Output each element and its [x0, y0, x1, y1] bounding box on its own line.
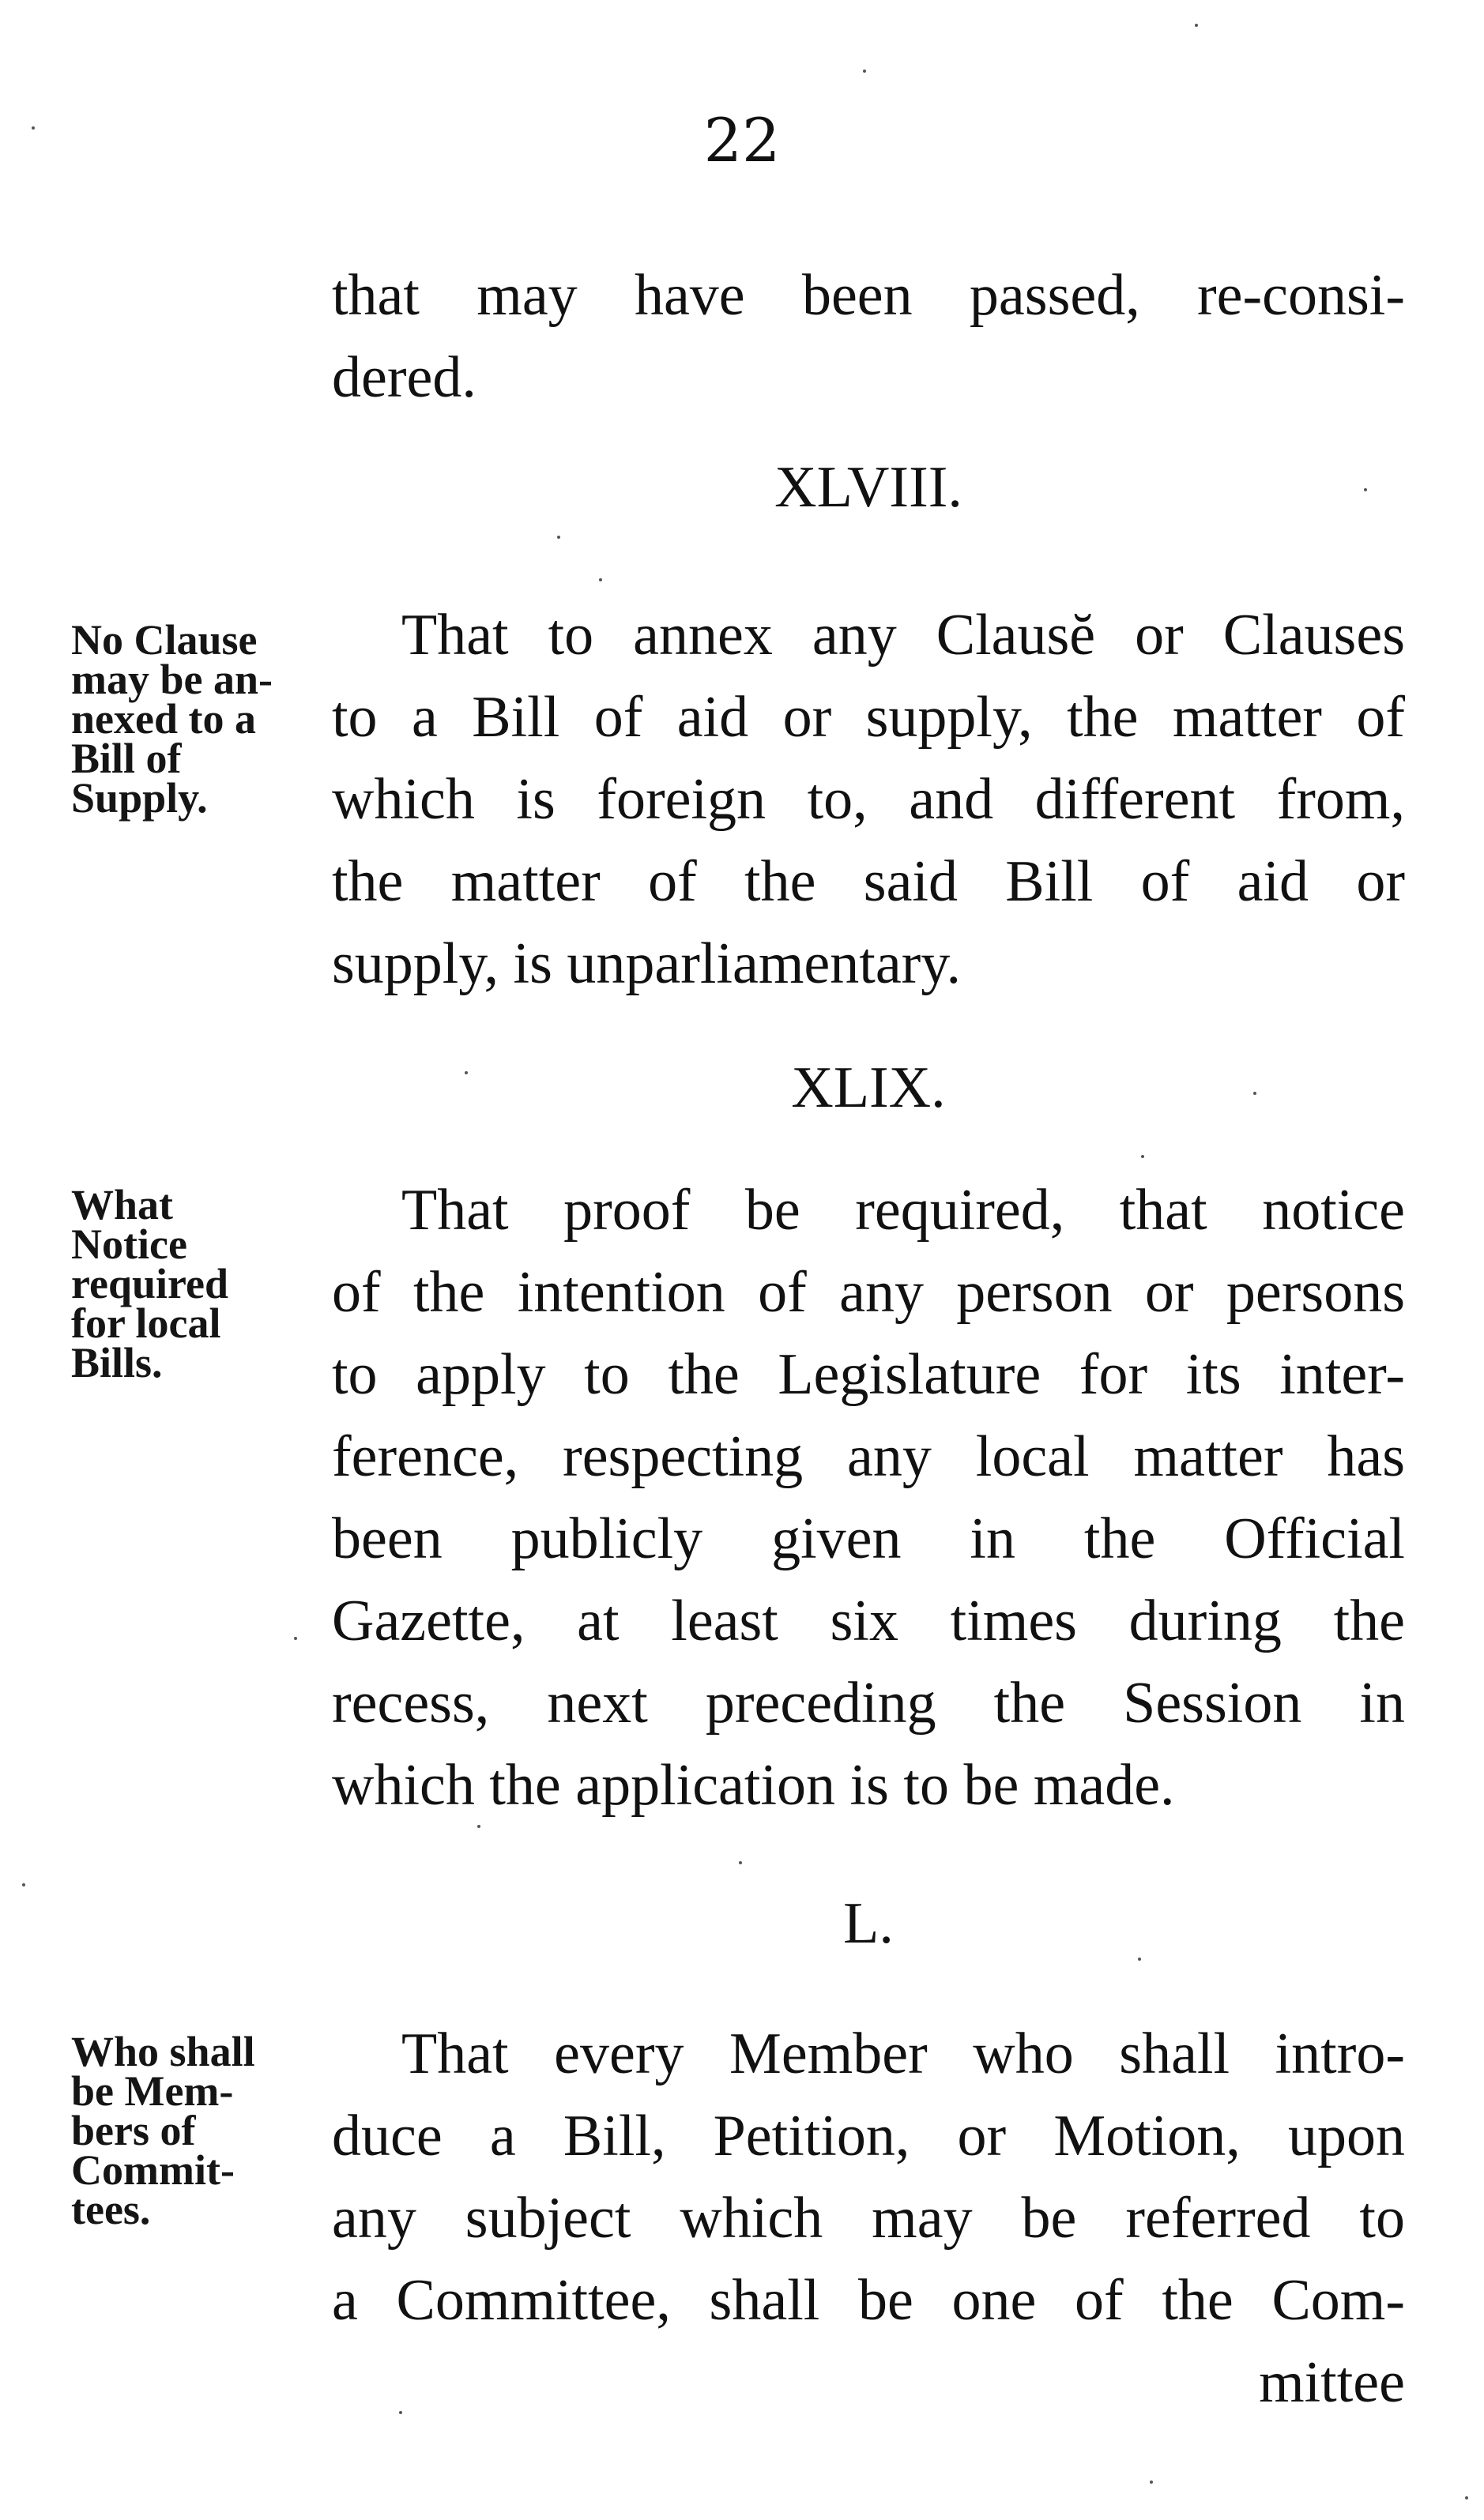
text-line: That proof be required, that notice — [401, 1178, 1405, 1243]
scan-speck — [1465, 2496, 1468, 2499]
text-line: that may have been passed, re-consi- — [332, 263, 1405, 328]
scan-speck — [863, 70, 866, 73]
margin-note-line: What — [71, 1181, 174, 1228]
scan-speck — [557, 536, 560, 539]
text-line: any subject which may be referred to — [332, 2186, 1405, 2251]
text-line: to apply to the Legislature for its inter- — [332, 1342, 1405, 1407]
section-heading-l: L. — [843, 1891, 894, 1956]
page-number: 22 — [703, 105, 781, 175]
section-heading-xlviii: XLVIII. — [774, 455, 962, 520]
scan-speck — [1253, 1092, 1256, 1095]
scan-speck — [599, 578, 602, 581]
text-line: to a Bill of aid or supply, the matter of — [332, 685, 1405, 750]
scan-speck — [1195, 24, 1198, 27]
scan-speck — [1141, 1155, 1144, 1158]
text-line: been publicly given in the Official — [332, 1506, 1405, 1571]
scan-speck — [1138, 1958, 1141, 1961]
text-line: of the intention of any person or persons — [332, 1260, 1405, 1325]
margin-note-what-notice — [71, 1181, 324, 1386]
catchword: mittee — [1259, 2350, 1405, 2415]
text-line: That to annex any Clausĕ or Clauses — [401, 603, 1405, 668]
scan-speck — [1364, 488, 1367, 491]
text-line: ference, respecting any local matter has — [332, 1424, 1405, 1489]
section-heading-xlix: XLIX. — [791, 1055, 946, 1120]
margin-note-who-shall — [71, 2028, 324, 2233]
scan-speck — [1150, 2481, 1153, 2484]
scan-speck — [22, 1883, 25, 1886]
margin-note-line: for local — [71, 1299, 221, 1347]
text-line: Gazette, at least six times during the — [332, 1589, 1405, 1653]
margin-note-line: required — [71, 1260, 229, 1307]
scan-speck — [294, 1637, 297, 1640]
text-line: duce a Bill, Petition, or Motion, upon — [332, 2104, 1405, 2168]
text-line: which the application is to be made. — [332, 1753, 1175, 1818]
text-line: which is foreign to, and different from, — [332, 767, 1405, 832]
margin-note-line: Bills. — [71, 1339, 163, 1386]
margin-note-line: bers of — [71, 2107, 196, 2154]
section-paragraph-xlix — [332, 1169, 1405, 1826]
margin-note-line: Supply. — [71, 774, 208, 822]
scan-speck — [32, 126, 35, 130]
scan-speck — [465, 1071, 468, 1074]
section-paragraph-l — [332, 2013, 1405, 2424]
text-line: a Committee, shall be one of the Com- — [332, 2268, 1405, 2333]
section-paragraph-xlviii — [332, 594, 1405, 1005]
text-line: recess, next preceding the Session in — [332, 1671, 1405, 1736]
scan-speck — [477, 1825, 480, 1828]
margin-note-line: No Clause — [71, 616, 258, 664]
scan-speck — [399, 2411, 402, 2414]
text-line: dered. — [332, 345, 476, 410]
text-line: That every Member who shall intro- — [401, 2022, 1405, 2086]
margin-note-line: Commit- — [71, 2146, 235, 2194]
margin-note-line: be Mem- — [71, 2067, 234, 2115]
margin-note-line: Who shall — [71, 2028, 255, 2075]
margin-note-line: Bill of — [71, 735, 182, 782]
margin-note-line: tees. — [71, 2186, 151, 2233]
margin-note-line: Notice — [71, 1221, 187, 1268]
margin-note-no-clause — [71, 616, 324, 822]
margin-note-line: nexed to a — [71, 695, 256, 743]
text-line: the matter of the said Bill of aid or — [332, 849, 1405, 914]
scan-speck — [739, 1861, 742, 1864]
margin-note-line: may be an- — [71, 656, 273, 703]
carryover-paragraph — [332, 254, 1405, 419]
text-line: supply, is unparliamentary. — [332, 931, 962, 996]
